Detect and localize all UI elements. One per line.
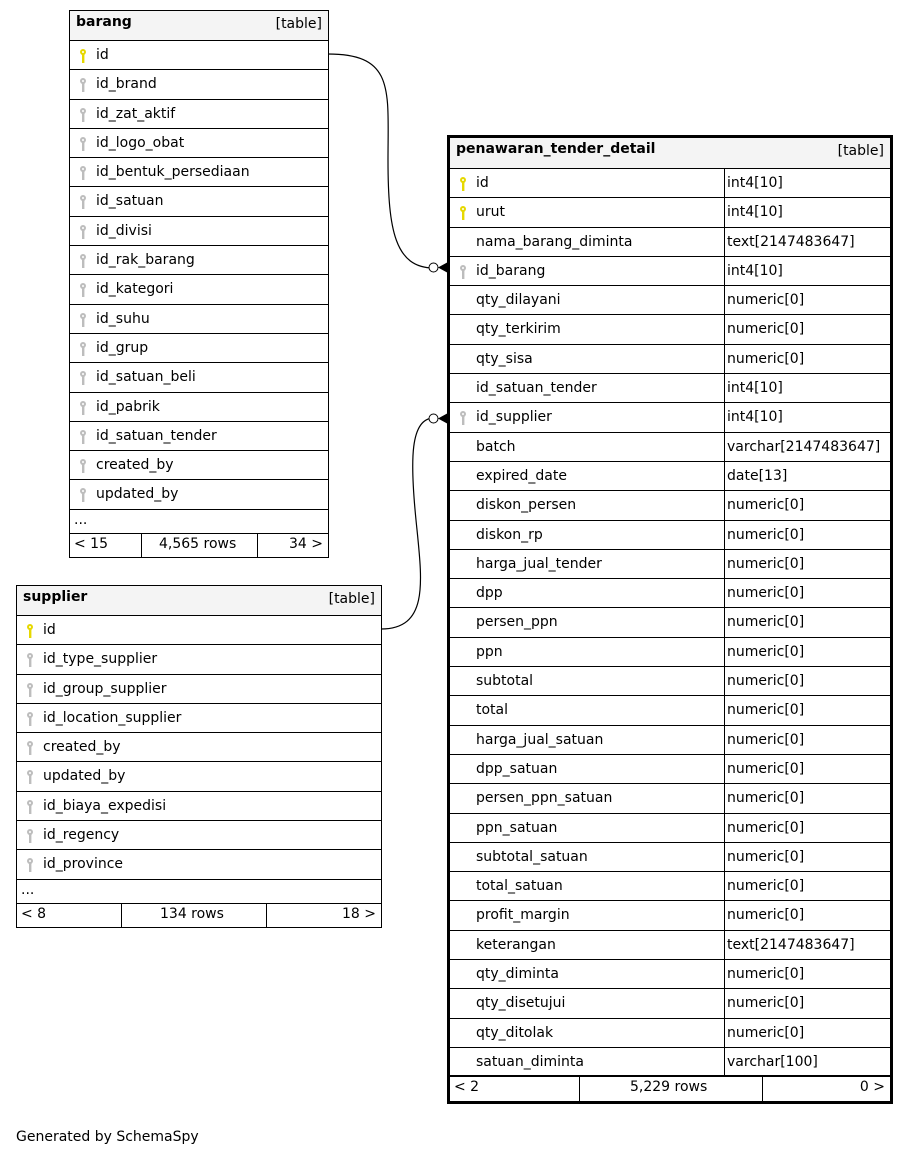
column-name: batch [476, 438, 516, 455]
column-row[interactable] [70, 422, 328, 451]
table-penawaran-tender-detail[interactable] [447, 135, 893, 1104]
column-name: profit_margin [476, 907, 570, 924]
column-name: satuan_diminta [476, 1053, 584, 1070]
column-type: numeric[0] [727, 350, 805, 367]
generated-by-text: Generated by SchemaSpy [16, 1129, 199, 1145]
column-divider [724, 638, 725, 666]
divider [141, 534, 142, 557]
column-divider [724, 286, 725, 314]
column-name: subtotal_satuan [476, 848, 588, 865]
column-row[interactable] [450, 608, 890, 637]
column-name: id_kategori [96, 281, 174, 298]
column-row[interactable] [70, 100, 328, 129]
column-divider [724, 696, 725, 724]
foreign-key-icon [78, 312, 88, 328]
column-row[interactable] [450, 989, 890, 1018]
column-name: updated_by [96, 486, 179, 503]
column-name: id_province [43, 856, 124, 873]
column-name: id_zat_aktif [96, 105, 176, 122]
column-row[interactable] [450, 433, 890, 462]
foreign-key-icon [78, 165, 88, 181]
column-divider [724, 257, 725, 285]
column-row[interactable] [450, 843, 890, 872]
column-row[interactable] [70, 129, 328, 158]
column-row[interactable] [70, 451, 328, 480]
column-divider [724, 345, 725, 373]
column-name: id_location_supplier [43, 709, 182, 726]
column-row[interactable] [70, 275, 328, 304]
table-name: penawaran_tender_detail [456, 141, 656, 157]
column-name: id_regency [43, 827, 120, 844]
column-name: total_satuan [476, 878, 563, 895]
column-name: nama_barang_diminta [476, 233, 633, 250]
column-type: numeric[0] [727, 966, 805, 983]
column-row[interactable] [450, 491, 890, 520]
column-name: id_rak_barang [96, 252, 195, 269]
column-row[interactable] [450, 169, 890, 198]
foreign-key-icon [458, 410, 468, 426]
divider [257, 534, 258, 557]
column-name: created_by [96, 457, 174, 474]
row-count: 4,565 rows [159, 535, 237, 552]
column-row[interactable] [70, 41, 328, 70]
column-divider [724, 989, 725, 1017]
column-name: id [476, 175, 489, 191]
foreign-key-icon [78, 341, 88, 357]
column-divider [724, 726, 725, 754]
column-row[interactable] [450, 901, 890, 930]
column-row[interactable] [70, 187, 328, 216]
column-type: numeric[0] [727, 995, 805, 1012]
column-type: int4[10] [727, 380, 783, 397]
column-row[interactable] [450, 403, 890, 432]
column-divider [724, 491, 725, 519]
table-footer [70, 534, 328, 557]
column-type: numeric[0] [727, 731, 805, 748]
foreign-key-icon [78, 400, 88, 416]
column-divider [724, 814, 725, 842]
column-name: harga_jual_tender [476, 555, 602, 572]
column-type: numeric[0] [727, 819, 805, 836]
column-name: id_brand [96, 76, 157, 93]
column-row[interactable] [450, 345, 890, 374]
column-row[interactable] [450, 755, 890, 784]
zero-optional-marker [429, 414, 438, 423]
table-kind: [table] [328, 591, 375, 607]
table-header[interactable] [450, 138, 890, 169]
relationship-barang-to-detail [328, 54, 434, 268]
foreign-key-icon [25, 828, 35, 844]
parents-count[interactable]: < 8 [21, 905, 47, 922]
foreign-key-icon [25, 799, 35, 815]
column-name: id_satuan_tender [476, 380, 597, 397]
children-count[interactable]: 34 > [289, 535, 323, 552]
column-divider [724, 872, 725, 900]
foreign-key-icon [78, 194, 88, 210]
table-name: supplier [23, 589, 88, 605]
primary-key-icon [25, 623, 35, 639]
column-name: persen_ppn [476, 614, 558, 631]
foreign-key-icon [78, 224, 88, 240]
column-divider [724, 550, 725, 578]
foreign-key-icon [78, 107, 88, 123]
column-type: int4[10] [727, 204, 783, 221]
column-row[interactable] [450, 872, 890, 901]
column-type: int4[10] [727, 409, 783, 426]
column-type: numeric[0] [727, 585, 805, 602]
column-name: id_barang [476, 262, 546, 279]
column-name: keterangan [476, 936, 556, 953]
foreign-key-icon [25, 857, 35, 873]
children-count[interactable]: 0 > [859, 1079, 885, 1096]
column-row[interactable] [70, 217, 328, 246]
primary-key-icon [458, 176, 468, 192]
table-footer [17, 904, 381, 927]
column-type: varchar[100] [727, 1053, 818, 1070]
column-row[interactable] [450, 1048, 890, 1077]
column-row[interactable] [17, 850, 381, 879]
divider [762, 1077, 763, 1101]
column-type: numeric[0] [727, 878, 805, 895]
column-divider [724, 433, 725, 461]
row-count: 134 rows [160, 905, 224, 922]
column-name: diskon_rp [476, 526, 543, 543]
divider [121, 904, 122, 927]
foreign-key-icon [78, 282, 88, 298]
column-row[interactable] [450, 814, 890, 843]
column-divider [724, 608, 725, 636]
column-row[interactable] [17, 821, 381, 850]
relationship-supplier-to-detail [381, 418, 434, 629]
column-row[interactable] [17, 792, 381, 821]
column-row[interactable] [450, 315, 890, 344]
row-count: 5,229 rows [630, 1079, 708, 1096]
column-type: int4[10] [727, 262, 783, 279]
column-name: id_logo_obat [96, 134, 185, 151]
foreign-key-icon [78, 253, 88, 269]
column-type: numeric[0] [727, 292, 805, 309]
column-type: int4[10] [727, 175, 783, 191]
column-type: numeric[0] [727, 321, 805, 338]
column-divider [724, 931, 725, 959]
column-row[interactable] [450, 228, 890, 257]
foreign-key-icon [25, 740, 35, 756]
table-supplier[interactable] [16, 585, 382, 928]
column-row[interactable] [450, 667, 890, 696]
column-name: id_group_supplier [43, 680, 167, 697]
column-name: id_satuan [96, 193, 164, 210]
column-divider [724, 521, 725, 549]
column-name: diskon_persen [476, 497, 577, 514]
column-divider [724, 228, 725, 256]
column-name: ppn [476, 643, 503, 660]
column-type: text[2147483647] [727, 936, 855, 953]
column-name: id_satuan_tender [96, 427, 217, 444]
column-divider [724, 901, 725, 929]
column-name: subtotal [476, 673, 534, 690]
column-row[interactable] [450, 374, 890, 403]
column-row[interactable] [17, 733, 381, 762]
divider [579, 1077, 580, 1101]
column-row[interactable] [17, 675, 381, 704]
primary-key-icon [78, 48, 88, 64]
table-header[interactable] [17, 586, 381, 616]
column-divider [724, 169, 725, 197]
column-row[interactable] [450, 638, 890, 667]
column-row[interactable] [70, 158, 328, 187]
foreign-key-icon [25, 682, 35, 698]
column-row[interactable] [450, 198, 890, 227]
column-name: qty_ditolak [476, 1024, 554, 1041]
table-header[interactable] [70, 11, 328, 41]
column-type: numeric[0] [727, 526, 805, 543]
divider [266, 904, 267, 927]
foreign-key-icon [78, 77, 88, 93]
column-type: numeric[0] [727, 760, 805, 777]
column-row[interactable] [17, 645, 381, 674]
ellipsis: ... [21, 881, 35, 898]
column-row[interactable] [70, 246, 328, 275]
column-row[interactable] [450, 960, 890, 989]
column-divider [724, 667, 725, 695]
foreign-key-icon [78, 487, 88, 503]
column-name: id_supplier [476, 409, 552, 426]
column-type: text[2147483647] [727, 233, 855, 250]
column-name: dpp_satuan [476, 760, 558, 777]
parents-count[interactable]: < 15 [74, 535, 108, 552]
column-divider [724, 784, 725, 812]
column-name: total [476, 702, 509, 719]
column-name: qty_dilayani [476, 292, 561, 309]
column-divider [724, 1019, 725, 1047]
foreign-key-icon [458, 264, 468, 280]
column-name: id [43, 622, 56, 638]
column-row[interactable] [70, 480, 328, 509]
column-row[interactable] [450, 550, 890, 579]
column-type: numeric[0] [727, 848, 805, 865]
column-type: numeric[0] [727, 643, 805, 660]
column-name: persen_ppn_satuan [476, 790, 613, 807]
column-divider [724, 843, 725, 871]
column-divider [724, 198, 725, 226]
column-type: numeric[0] [727, 673, 805, 690]
column-name: harga_jual_satuan [476, 731, 604, 748]
foreign-key-icon [78, 136, 88, 152]
column-row[interactable] [450, 286, 890, 315]
table-kind: [table] [275, 16, 322, 32]
column-divider [724, 374, 725, 402]
column-type: numeric[0] [727, 614, 805, 631]
column-name: id [96, 47, 109, 63]
column-name: id_divisi [96, 222, 152, 239]
column-row[interactable] [70, 363, 328, 392]
column-name: ppn_satuan [476, 819, 558, 836]
foreign-key-icon [78, 370, 88, 386]
children-count[interactable]: 18 > [342, 905, 376, 922]
column-name: urut [476, 204, 505, 221]
column-name: id_grup [96, 339, 149, 356]
column-type: numeric[0] [727, 907, 805, 924]
column-row[interactable] [450, 521, 890, 550]
column-row[interactable] [450, 462, 890, 491]
column-divider [724, 315, 725, 343]
column-type: numeric[0] [727, 1024, 805, 1041]
column-row[interactable] [70, 305, 328, 334]
column-name: updated_by [43, 768, 126, 785]
column-name: qty_sisa [476, 350, 533, 367]
primary-key-icon [458, 205, 468, 221]
table-name: barang [76, 14, 132, 30]
column-row[interactable] [17, 616, 381, 645]
column-divider [724, 960, 725, 988]
column-name: created_by [43, 739, 121, 756]
column-name: id_bentuk_persediaan [96, 164, 250, 181]
column-type: numeric[0] [727, 790, 805, 807]
column-row[interactable] [450, 726, 890, 755]
foreign-key-icon [25, 652, 35, 668]
column-name: dpp [476, 585, 503, 602]
column-row[interactable] [450, 784, 890, 813]
column-name: qty_diminta [476, 966, 559, 983]
column-name: id_type_supplier [43, 651, 158, 668]
column-name: id_biaya_expedisi [43, 797, 167, 814]
column-type: numeric[0] [727, 702, 805, 719]
column-type: date[13] [727, 467, 788, 484]
column-row[interactable] [450, 696, 890, 725]
column-row[interactable] [70, 393, 328, 422]
ellipsis: ... [74, 511, 88, 528]
column-name: qty_disetujui [476, 995, 566, 1012]
column-name: qty_terkirim [476, 321, 561, 338]
table-kind: [table] [837, 143, 884, 159]
foreign-key-icon [25, 711, 35, 727]
column-divider [724, 755, 725, 783]
foreign-key-icon [25, 769, 35, 785]
table-barang[interactable] [69, 10, 329, 558]
column-name: expired_date [476, 467, 567, 484]
more-columns [17, 880, 381, 904]
column-divider [724, 1048, 725, 1075]
more-columns [70, 510, 328, 534]
table-footer [450, 1077, 890, 1101]
column-name: id_pabrik [96, 398, 160, 415]
column-row[interactable] [70, 70, 328, 99]
column-row[interactable] [70, 334, 328, 363]
column-row[interactable] [450, 931, 890, 960]
column-row[interactable] [450, 257, 890, 286]
column-row[interactable] [17, 704, 381, 733]
column-type: varchar[2147483647] [727, 438, 881, 455]
foreign-key-icon [78, 429, 88, 445]
column-row[interactable] [17, 762, 381, 791]
foreign-key-icon [78, 458, 88, 474]
zero-optional-marker [429, 263, 438, 272]
column-divider [724, 579, 725, 607]
column-row[interactable] [450, 579, 890, 608]
column-type: numeric[0] [727, 555, 805, 572]
column-name: id_suhu [96, 310, 150, 327]
column-divider [724, 462, 725, 490]
parents-count[interactable]: < 2 [454, 1079, 480, 1096]
column-type: numeric[0] [727, 497, 805, 514]
column-row[interactable] [450, 1019, 890, 1048]
column-name: id_satuan_beli [96, 369, 196, 386]
column-divider [724, 403, 725, 431]
